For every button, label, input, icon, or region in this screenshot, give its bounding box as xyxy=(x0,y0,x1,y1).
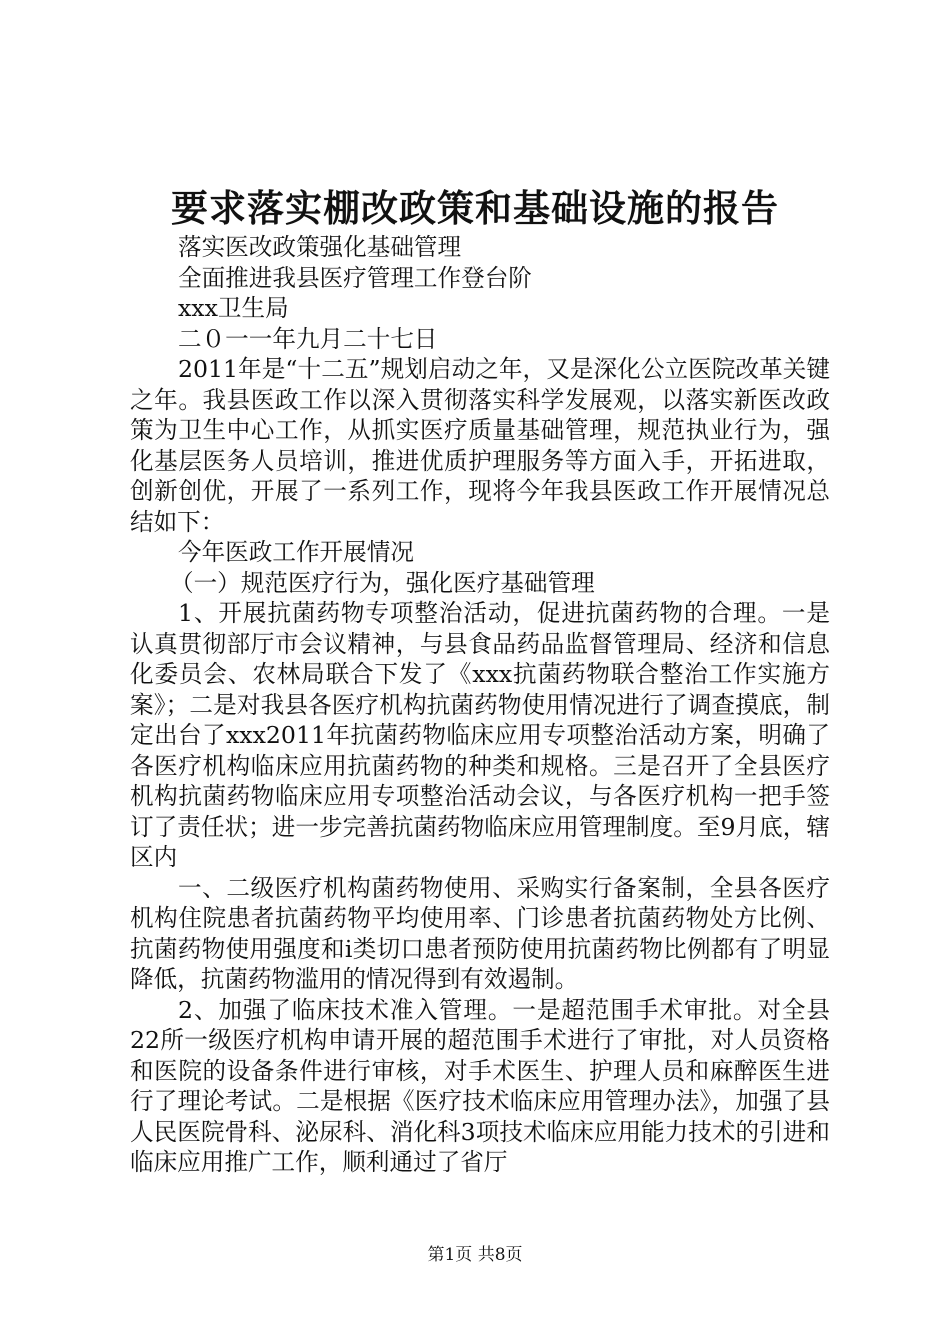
subtitle-line-1: 落实医改政策强化基础管理 xyxy=(178,233,462,261)
subtitle-line-2: 全面推进我县医疗管理工作登台阶 xyxy=(178,263,532,292)
document-body xyxy=(130,232,830,1178)
date-line: 二０一一年九月二十七日 xyxy=(178,324,438,353)
subsection-heading: （一）规范医疗行为，强化医疗基础管理 xyxy=(170,568,595,597)
paragraph-item-1: 1、开展抗菌药物专项整治活动，促进抗菌药物的合理。一是认真贯彻部厅市会议精神，与县食品药品监督管理局、经济和信息化委员会、农林局联合下发了《xxx抗菌药物联合整治工作实施方案》；二是对我县各医疗机构抗菌药物使用情况进行了调查摸底，制定出台了xxx2011年抗菌药物临床应用专项整治活动方案，明确了各医疗机构临床应用抗菌药物的种类和规格。三是召开了全县医疗机构抗菌药物临床应用专项整治活动会议，与各医疗机构一把手签订了责任状；进一步完善抗菌药物临床应用管理制度。至9月底，辖区内 xyxy=(130,599,830,871)
author-line: xxx卫生局 xyxy=(178,294,289,322)
intro-paragraph: 2011年是“十二五”规划启动之年，又是深化公立医院改革关键之年。我县医政工作以深入贯彻落实科学发展观，以落实新医改政策为卫生中心工作，从抓实医疗质量基础管理，规范执业行为，强化基层医务人员培训，推进优质护理服务等方面入手，开拓进取，创新创优，开展了一系列工作，现将今年我县医政工作开展情况总结如下： xyxy=(130,355,830,536)
document-title: 要求落实棚改政策和基础设施的报告 xyxy=(171,187,779,230)
page-footer: 第1页 共8页 xyxy=(427,1245,523,1265)
paragraph-continuation: 一、二级医疗机构菌药物使用、采购实行备案制，全县各医疗机构住院患者抗菌药物平均使用率、门诊患者抗菌药物处方比例、抗菌药物使用强度和ⅰ类切口患者预防使用抗菌药物比例都有了明显降低，抗菌药物滥用的情况得到有效遏制。 xyxy=(130,873,830,993)
section-heading: 今年医政工作开展情况 xyxy=(178,538,414,566)
paragraph-item-2: 2、加强了临床技术准入管理。一是超范围手术审批。对全县22所一级医疗机构申请开展的超范围手术进行了审批，对人员资格和医院的设备条件进行审核，对手术医生、护理人员和麻醉医生进行了理论考试。二是根据《医疗技术临床应用管理办法》，加强了县人民医院骨科、泌尿科、消化科3项技术临床应用能力技术的引进和临床应用推广工作，顺利通过了省厅 xyxy=(130,995,830,1176)
